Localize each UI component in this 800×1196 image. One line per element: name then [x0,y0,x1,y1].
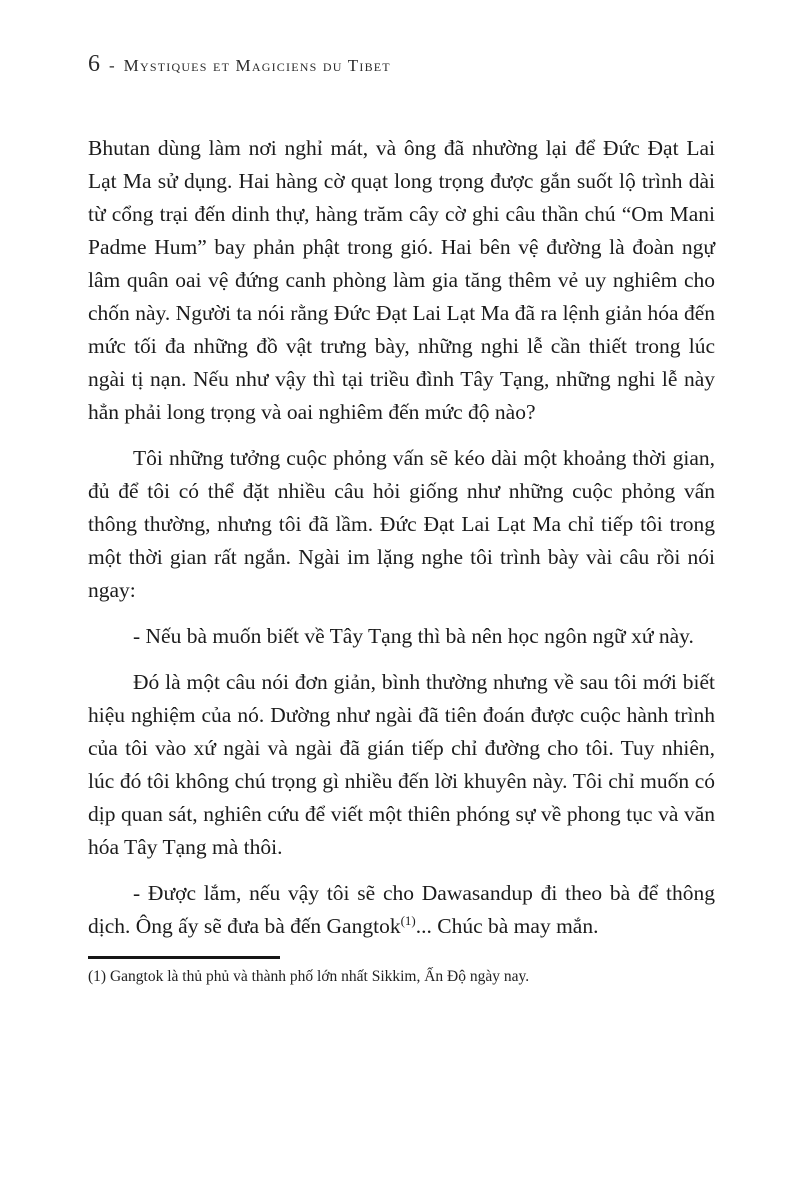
footnote-ref: (1) [400,912,416,928]
paragraph-text: - Được lắm, nếu vậy tôi sẽ cho Dawasandup đi theo bà để thông dịch. Ông ấy sẽ đưa bà đến Gangtok [88,881,715,938]
page-number: 6 [88,51,100,77]
paragraph: Bhutan dùng làm nơi nghỉ mát, và ông đã nhường lại để Đức Đạt Lai Lạt Ma sử dụng. Hai hàng cờ quạt long trọng được gắn suốt lộ trình dài từ cổng trại đến dinh thự, hàng trăm cây cờ ghi câu thần chú “Om Mani Padme Hum” bay phản phật trong gió. Hai bên vệ đường là đoàn ngự lâm quân oai vệ đứng canh phòng làm gia tăng thêm vẻ uy nghiêm cho chốn này. Người ta nói rằng Đức Đạt Lai Lạt Ma đã ra lệnh giản hóa đến mức tối đa những đồ vật trưng bày, những nghi lễ cần thiết trong lúc ngài tị nạn. Nếu như vậy thì tại triều đình Tây Tạng, những nghi lễ này hẳn phải long trọng và oai nghiêm đến mức độ nào? [88,136,715,424]
footnote-text: (1) Gangtok là thủ phủ và thành phố lớn nhất Sikkim, Ấn Độ ngày nay. [88,968,530,985]
page-body [88,132,715,943]
paragraph: Đó là một câu nói đơn giản, bình thường nhưng về sau tôi mới biết hiệu nghiệm của nó. Dường như ngài đã tiên đoán được cuộc hành trình của tôi vào xứ ngài và ngài đã gián tiếp chỉ đường cho tôi. Tuy nhiên, lúc đó tôi không chú trọng gì nhiều đến lời khuyên này. Tôi chỉ muốn có dịp quan sát, nghiên cứu để viết một thiên phóng sự về phong tục và văn hóa Tây Tạng mà thôi. [88,670,715,859]
header-dash: - [109,56,115,75]
paragraph-with-footnote-ref [88,877,715,943]
paragraph-text: ... Chúc bà may mắn. [415,914,599,938]
paragraph: Tôi những tưởng cuộc phỏng vấn sẽ kéo dài một khoảng thời gian, đủ để tôi có thể đặt nhiều câu hỏi giống như những cuộc phỏng vấn thông thường, nhưng tôi đã lầm. Đức Đạt Lai Lạt Ma chỉ tiếp tôi trong một thời gian rất ngắn. Ngài im lặng nghe tôi trình bày vài câu rồi nói ngay: [88,446,715,602]
footnote-separator [88,956,280,959]
footnote-area [88,956,715,987]
paragraph: - Nếu bà muốn biết về Tây Tạng thì bà nên học ngôn ngữ xứ này. [133,624,694,648]
book-title: Mystiques et Magiciens du Tibet [123,56,391,75]
page-header [88,50,715,78]
